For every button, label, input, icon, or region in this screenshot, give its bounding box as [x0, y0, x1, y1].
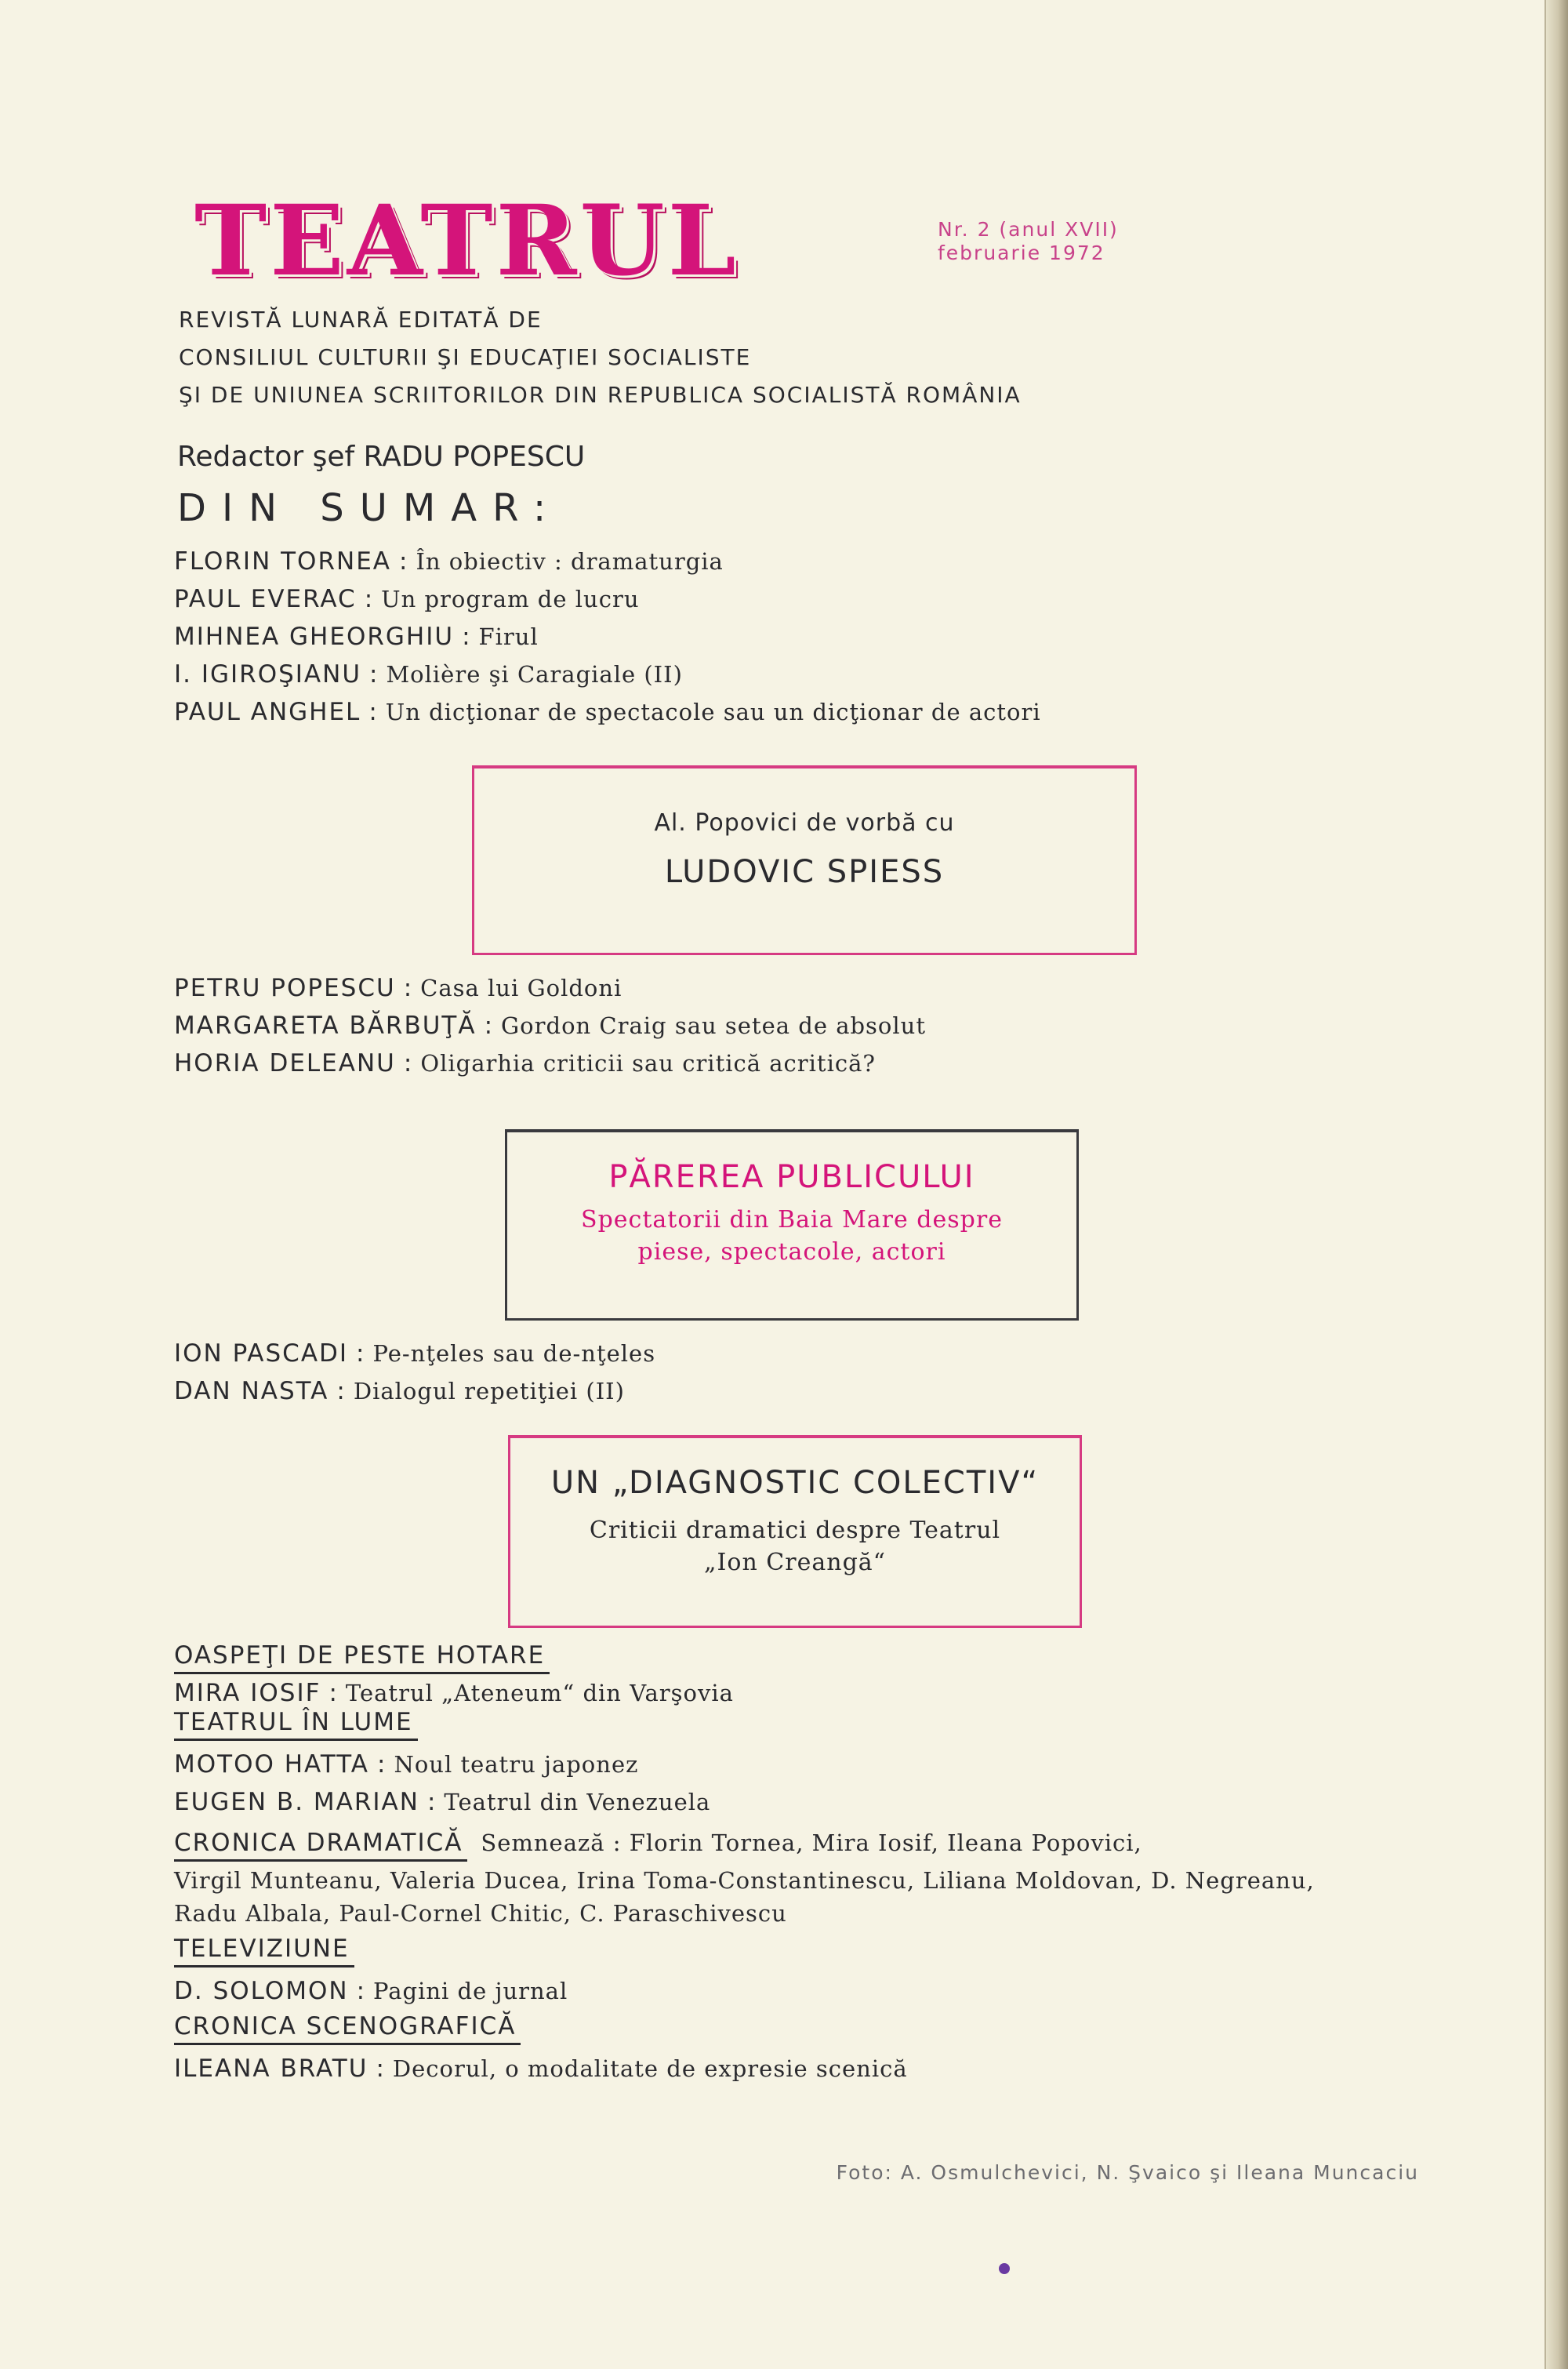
- entry-title: Noul teatru japonez: [394, 1751, 639, 1778]
- masthead-line-1: REVISTĂ LUNARĂ EDITATĂ DE: [179, 307, 543, 332]
- toc-entry: PETRU POPESCU : Casa lui Goldoni: [174, 974, 622, 1002]
- photo-credit: Foto: A. Osmulchevici, N. Şvaico şi Ileana Muncaciu: [836, 2161, 1419, 2184]
- entry-author: ION PASCADI: [174, 1339, 349, 1368]
- box-interview-intro: Al. Popovici de vorbă cu: [654, 809, 955, 837]
- entry-title: În obiectiv : dramaturgia: [416, 548, 724, 575]
- entry-title: Pagini de jurnal: [373, 1978, 568, 2004]
- entries-block-c: [174, 1335, 1428, 1410]
- issue-number: Nr. 2 (anul XVII): [938, 218, 1119, 241]
- section-heading-chronicle: CRONICA DRAMATICĂ: [174, 1826, 467, 1862]
- issue-info: [938, 218, 1173, 265]
- box-diagnostic-line-2: „Ion Creangă“: [704, 1549, 886, 1576]
- feature-box-diagnostic: [508, 1435, 1082, 1628]
- box-public-line-2: piese, spectacole, actori: [637, 1238, 946, 1266]
- toc-entry: HORIA DELEANU : Oligarhia criticii sau critică acritică?: [174, 1049, 876, 1077]
- page-edge: [1546, 0, 1568, 2369]
- section-heading-tv: TELEVIZIUNE: [174, 1932, 354, 1968]
- entries-block-b: [174, 969, 1428, 1082]
- entry-author: DAN NASTA: [174, 1377, 329, 1405]
- ink-dot: [999, 2263, 1010, 2274]
- section-heading-guests: OASPEŢI DE PESTE HOTARE: [174, 1639, 550, 1674]
- entry-author: ILEANA BRATU: [174, 2055, 368, 2083]
- entry-author: MIHNEA GHEORGHIU: [174, 623, 455, 651]
- masthead: [179, 301, 1198, 414]
- masthead-line-3: ŞI DE UNIUNEA SCRIITORILOR DIN REPUBLICA SOCIALISTĂ ROMÂNIA: [179, 382, 1022, 408]
- chronicle-line-2: Virgil Munteanu, Valeria Ducea, Irina Toma-Constantinescu, Liliana Moldovan, D. Negreanu,: [174, 1867, 1315, 1894]
- editor-in-chief: Redactor şef RADU POPESCU: [177, 441, 586, 473]
- toc-entry: MIRA IOSIF : Teatrul „Ateneum“ din Varşovia: [174, 1679, 734, 1707]
- toc-entry: ION PASCADI : Pe-nţeles sau de-nţeles: [174, 1339, 656, 1368]
- entry-author: MIRA IOSIF: [174, 1679, 321, 1707]
- entry-title: Casa lui Goldoni: [420, 975, 622, 1001]
- issue-date: februarie 1972: [938, 242, 1105, 264]
- chronicle-entry: [174, 1824, 1428, 1862]
- toc-entry: ILEANA BRATU : Decorul, o modalitate de expresie scenică: [174, 2055, 908, 2083]
- toc-entry: MARGARETA BĂRBUŢĂ : Gordon Craig sau setea de absolut: [174, 1012, 927, 1040]
- entry-author: MARGARETA BĂRBUŢĂ: [174, 1012, 477, 1040]
- entry-author: PAUL ANGHEL: [174, 698, 361, 726]
- entry-title: Oligarhia criticii sau critică acritică?: [420, 1050, 876, 1077]
- entry-author: EUGEN B. MARIAN: [174, 1788, 419, 1816]
- entry-author: PAUL EVERAC: [174, 585, 357, 613]
- entry-title: Teatrul din Venezuela: [444, 1789, 711, 1815]
- entry-author: D. SOLOMON: [174, 1977, 349, 2005]
- sections-block: [174, 1639, 1428, 2087]
- entry-author: HORIA DELEANU: [174, 1049, 396, 1077]
- entry-title: Un dicţionar de spectacole sau un dicţionar de actori: [385, 699, 1041, 725]
- box-diagnostic-title: UN „DIAGNOSTIC COLECTIV“: [550, 1465, 1040, 1501]
- entry-author: I. IGIROŞIANU: [174, 660, 362, 689]
- section-heading-world: TEATRUL ÎN LUME: [174, 1706, 418, 1741]
- entry-author: MOTOO HATTA: [174, 1750, 369, 1779]
- toc-entry: PAUL EVERAC : Un program de lucru: [174, 585, 640, 613]
- masthead-line-2: CONSILIUL CULTURII ŞI EDUCAŢIEI SOCIALISTE: [179, 344, 752, 370]
- entry-title: Pe-nţeles sau de-nţeles: [372, 1340, 656, 1367]
- toc-entry: D. SOLOMON : Pagini de jurnal: [174, 1977, 568, 2005]
- section-heading-scenography: CRONICA SCENOGRAFICĂ: [174, 2010, 521, 2045]
- entry-title: Un program de lucru: [381, 586, 640, 612]
- toc-entry: PAUL ANGHEL : Un dicţionar de spectacole sau un dicţionar de actori: [174, 698, 1041, 726]
- entry-title: Gordon Craig sau setea de absolut: [501, 1012, 927, 1039]
- toc-entry: MIHNEA GHEORGHIU : Firul: [174, 623, 539, 651]
- entry-title: Firul: [478, 623, 539, 650]
- magazine-logo: TEATRUL: [194, 184, 739, 298]
- entry-title: Teatrul „Ateneum“ din Varşovia: [345, 1680, 734, 1706]
- entries-block-a: [174, 543, 1428, 731]
- toc-entry: FLORIN TORNEA : În obiectiv : dramaturgia: [174, 547, 724, 576]
- chronicle-line-3: Radu Albala, Paul-Cornel Chitic, C. Paraschivescu: [174, 1900, 787, 1927]
- box-interview-subject: LUDOVIC SPIESS: [664, 854, 945, 890]
- toc-entry: MOTOO HATTA : Noul teatru japonez: [174, 1750, 639, 1779]
- box-diagnostic-line-1: Criticii dramatici despre Teatrul: [589, 1517, 1001, 1544]
- entry-title: Decorul, o modalitate de expresie scenică: [392, 2055, 908, 2082]
- box-public-title: PĂREREA PUBLICULUI: [608, 1159, 975, 1195]
- toc-entry: DAN NASTA : Dialogul repetiţiei (II): [174, 1377, 625, 1405]
- box-public-line-1: Spectatorii din Baia Mare despre: [581, 1206, 1003, 1234]
- entry-title: Dialogul repetiţiei (II): [353, 1378, 625, 1404]
- summary-title: DIN SUMAR:: [177, 486, 562, 530]
- chronicle-signers: Semnează : Florin Tornea, Mira Iosif, Ileana Popovici,: [481, 1829, 1142, 1856]
- entry-title: Molière şi Caragiale (II): [386, 661, 683, 688]
- entry-author: FLORIN TORNEA: [174, 547, 391, 576]
- toc-entry: I. IGIROŞIANU : Molière şi Caragiale (II): [174, 660, 683, 689]
- feature-box-public-opinion: [505, 1129, 1079, 1321]
- entry-author: PETRU POPESCU: [174, 974, 396, 1002]
- toc-entry: EUGEN B. MARIAN : Teatrul din Venezuela: [174, 1788, 711, 1816]
- feature-box-interview: [472, 765, 1137, 955]
